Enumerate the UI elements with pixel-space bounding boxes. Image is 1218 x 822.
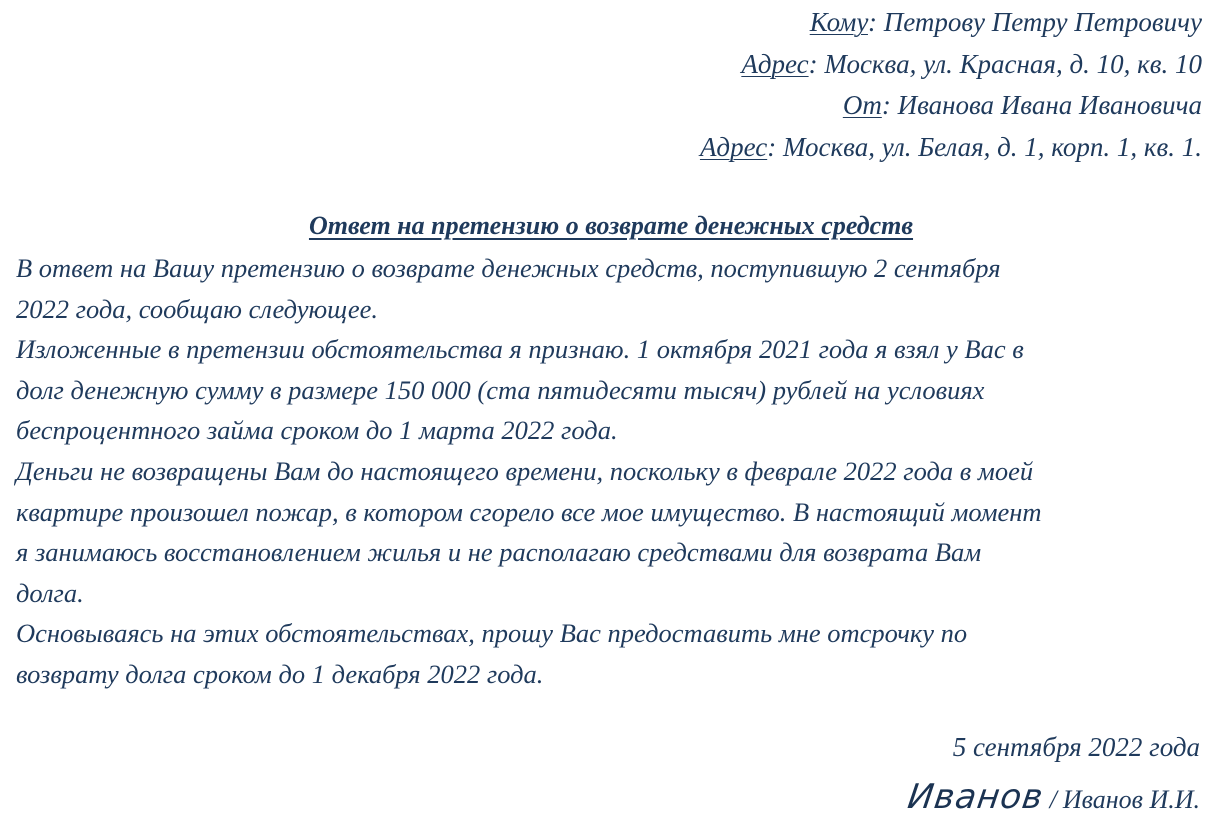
recipient-address: : Москва, ул. Красная, д. 10, кв. 10 xyxy=(808,48,1202,79)
letter-footer xyxy=(905,727,1200,817)
body-line: В ответ на Вашу претензию о возврате денежных средств, поступившую 2 сентября xyxy=(16,253,1001,283)
body-line: долга. xyxy=(16,577,84,608)
body-line: квартире произошел пожар, в котором сгорело все мое имущество. В настоящий момент xyxy=(16,496,1042,527)
body-line: я занимаюсь восстановлением жилья и не располагаю средствами для возврата Вам xyxy=(16,537,982,568)
body-line: беспроцентного займа сроком до 1 марта 2022 года. xyxy=(16,415,618,446)
recipient-address-label: Адрес xyxy=(741,48,809,79)
sender-address-line xyxy=(700,127,1202,169)
handwritten-signature: Иванов xyxy=(905,777,1047,817)
sender-address: : Москва, ул. Белая, д. 1, корп. 1, кв. 1. xyxy=(767,131,1202,162)
recipient-label: Кому xyxy=(809,7,868,37)
body-line: возврату долга сроком до 1 декабря 2022 года. xyxy=(16,658,544,689)
recipient-address-line xyxy=(700,44,1202,86)
body-line: 2022 года, сообщаю следующее. xyxy=(16,293,378,324)
letter-body xyxy=(16,248,1202,695)
letter-date: 5 сентября 2022 года xyxy=(952,732,1200,762)
sender-address-label: Адрес xyxy=(699,131,768,162)
sender-label: От xyxy=(842,90,882,120)
body-line: долг денежную сумму в размере 150 000 (ста пятидесяти тысяч) рублей на условиях xyxy=(16,374,985,405)
signature-block xyxy=(905,777,1200,817)
recipient-line xyxy=(700,2,1202,44)
signer-name: Иванов И.И. xyxy=(1062,785,1200,814)
sender-line xyxy=(700,85,1202,127)
body-line: Деньги не возвращены Вам до настоящего времени, поскольку в феврале 2022 года в моей xyxy=(16,455,1034,486)
body-line: Основываясь на этих обстоятельствах, прошу Вас предоставить мне отсрочку по xyxy=(16,618,968,649)
sender-name: : Иванова Ивана Ивановича xyxy=(881,90,1202,120)
recipient-name: : Петрову Петру Петровичу xyxy=(867,7,1202,37)
signature-separator: / xyxy=(1049,785,1057,814)
body-line: Изложенные в претензии обстоятельства я признаю. 1 октября 2021 года я взял у Вас в xyxy=(16,334,1024,365)
document-title: Ответ на претензию о возврате денежных средств xyxy=(308,211,914,240)
letter-header xyxy=(700,2,1202,168)
